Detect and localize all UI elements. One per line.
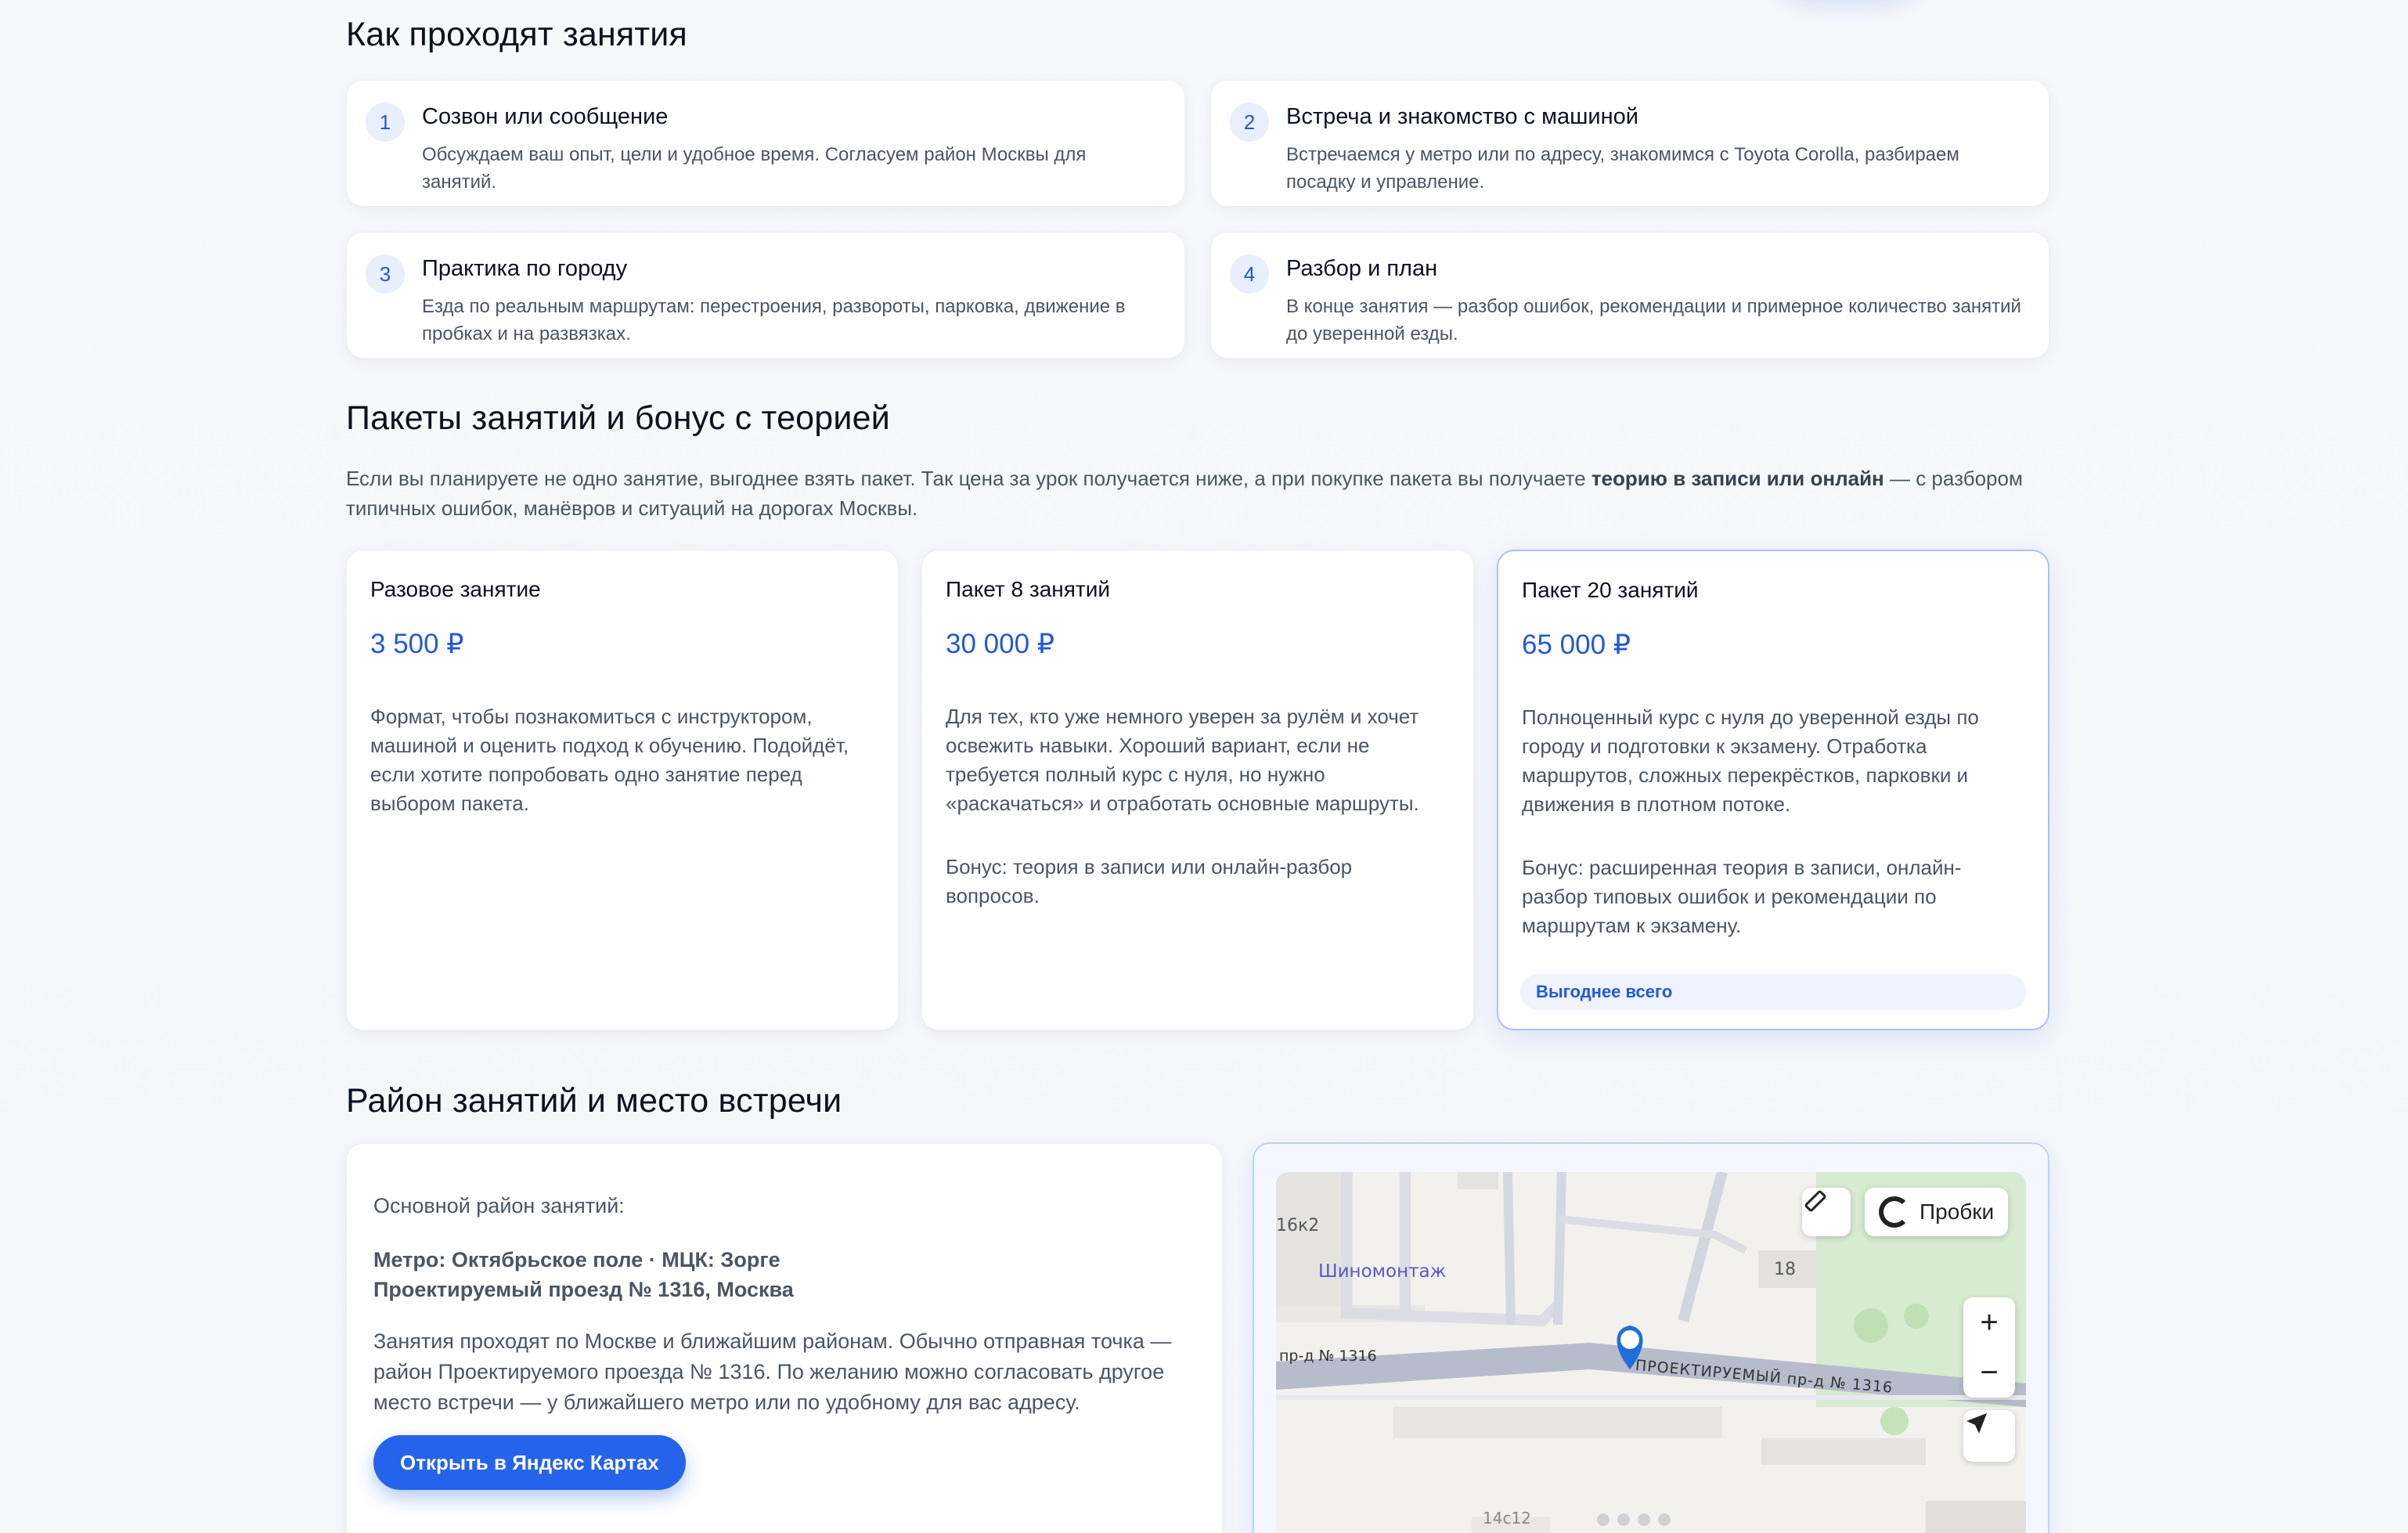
step-card-3 — [346, 232, 1185, 359]
package-description: Для тех, кто уже немного уверен за рулём и хочет освежить навыки. Хороший вариант, если не требуется полный курс с нуля, но нужно «раскачаться» и отработать основные маршруты. — [946, 705, 1419, 815]
map-tree — [1854, 1308, 1888, 1343]
area-metro: Метро: Октябрьское поле · МЦК: Зорге — [373, 1248, 780, 1271]
map-road — [1558, 1172, 1562, 1325]
packages-intro-text: Если вы планируете не одно занятие, выгоднее взять пакет. Так цена за урок получается ниже, а при покупке пакета вы получаете — [346, 467, 1592, 490]
yandex-map[interactable] — [1276, 1172, 2026, 1533]
locate-button[interactable] — [1963, 1410, 2015, 1462]
map-tree — [1880, 1407, 1909, 1435]
package-name: Пакет 8 занятий — [946, 577, 1110, 601]
step-number: 3 — [366, 254, 405, 294]
package-card-20 — [1497, 550, 2049, 1030]
map-frame — [1253, 1142, 2049, 1533]
map-building — [1926, 1501, 2026, 1533]
map-label-building: 18 — [1774, 1260, 1796, 1279]
map-label-building: 16к2 — [1276, 1216, 1320, 1235]
package-name: Разовое занятие — [370, 577, 541, 601]
step-title: Встреча и знакомство с машиной — [1286, 104, 1638, 129]
map-building — [1458, 1172, 1498, 1189]
traffic-icon — [1879, 1196, 1910, 1228]
step-title: Разбор и план — [1286, 256, 1438, 281]
package-bonus: Бонус: теория в записи или онлайн-разбор вопросов. — [946, 855, 1353, 907]
map-label-poi[interactable]: Шиномонтаж — [1318, 1261, 1447, 1282]
area-label: Основной район занятий: — [373, 1194, 625, 1217]
package-bonus: Бонус: расширенная теория в записи, онлайн-разбор типовых ошибок и рекомендации по маршрутам к экзамену. — [1522, 856, 1962, 937]
step-description: Езда по реальным маршрутам: перестроения, развороты, парковка, движение в пробках и на развязках. — [422, 296, 1126, 344]
map-building — [1761, 1438, 1926, 1465]
package-price: 30 000 ₽ — [946, 629, 1055, 659]
map-dot — [1597, 1513, 1610, 1526]
packages-intro-highlight: теорию в записи или онлайн — [1591, 467, 1884, 490]
package-description: Полноценный курс с нуля до уверенной езды по городу и подготовки к экзамену. Отработка маршрутов, сложных перекрёстков, парковки и движения в плотном потоке. — [1522, 705, 1979, 816]
package-description: Формат, чтобы познакомиться с инструктором, машиной и оценить подход к обучению. Подойдёт, если хотите попробовать одно занятие перед выбором пакета. — [370, 705, 849, 815]
map-dot — [1638, 1513, 1650, 1526]
steps-grid — [346, 80, 2049, 359]
step-description: В конце занятия — разбор ошибок, рекомендации и примерное количество занятий до уверенной езды. — [1286, 296, 2021, 344]
ruler-button[interactable] — [1802, 1188, 1851, 1236]
map-building — [1393, 1407, 1722, 1438]
best-value-badge: Выгоднее всего — [1520, 974, 2026, 1010]
packages-intro — [346, 464, 2049, 523]
area-info-card — [346, 1143, 1223, 1533]
map-dot — [1658, 1513, 1671, 1526]
step-number: 1 — [366, 103, 405, 142]
step-card-4 — [1210, 232, 2049, 359]
area-address: Проектируемый проезд № 1316, Москва — [373, 1278, 794, 1301]
step-title: Созвон или сообщение — [422, 104, 669, 129]
packages-intro-text-end: — с разбором типичных ошибок, манёвров и ситуаций на дорогах Москвы. — [346, 467, 2023, 520]
package-card-single — [346, 550, 899, 1030]
zoom-control — [1963, 1297, 2015, 1398]
map-road — [1346, 1172, 1558, 1321]
map-label-road: пр-д № 1316 — [1279, 1347, 1377, 1365]
zoom-out-button[interactable]: − — [1980, 1354, 1999, 1390]
package-price: 3 500 ₽ — [370, 629, 464, 659]
map-tree — [1904, 1304, 1929, 1329]
ruler-icon — [1802, 1188, 1829, 1214]
packages-grid — [346, 550, 2049, 1030]
step-card-2 — [1210, 80, 2049, 207]
step-number: 2 — [1230, 103, 1269, 142]
step-number: 4 — [1230, 254, 1269, 294]
zoom-in-button[interactable]: + — [1980, 1304, 1999, 1340]
package-price: 65 000 ₽ — [1522, 629, 1631, 660]
step-description: Обсуждаем ваш опыт, цели и удобное время. Согласуем район Москвы для занятий. — [422, 144, 1087, 193]
decorative-glow — [1777, 0, 1918, 8]
step-card-1 — [346, 80, 1185, 207]
map-road — [1508, 1172, 1511, 1325]
map-dot — [1617, 1513, 1630, 1526]
area-section-title: Район занятий и место встречи — [346, 1082, 842, 1120]
open-yandex-maps-button[interactable]: Открыть в Яндекс Картах — [373, 1435, 686, 1490]
locate-arrow-icon — [1963, 1410, 1990, 1437]
package-card-8 — [921, 550, 1474, 1030]
traffic-label: Пробки — [1920, 1199, 1995, 1224]
map-road — [1558, 1219, 1746, 1250]
packages-section-title: Пакеты занятий и бонус с теорией — [346, 399, 890, 437]
package-name: Пакет 20 занятий — [1522, 578, 1699, 602]
map-label-building: 14с12 — [1483, 1509, 1531, 1528]
map-road — [1683, 1172, 1722, 1321]
map-label-road-main: ПРОЕКТИРУЕМЫЙ пр-д № 1316 — [1635, 1357, 1894, 1397]
step-title: Практика по городу — [422, 256, 628, 281]
area-description: Занятия проходят по Москве и ближайшим районам. Обычно отправная точка — район Проектируемого проезда № 1316. По желанию можно согласовать другое место встречи — у ближайшего метро или по удобному для вас адресу. — [373, 1329, 1172, 1414]
traffic-button[interactable] — [1865, 1188, 2008, 1236]
steps-section-title: Как проходят занятия — [346, 16, 688, 53]
step-description: Встречаемся у метро или по адресу, знакомимся с Toyota Corolla, разбираем посадку и управление. — [1286, 144, 1959, 193]
